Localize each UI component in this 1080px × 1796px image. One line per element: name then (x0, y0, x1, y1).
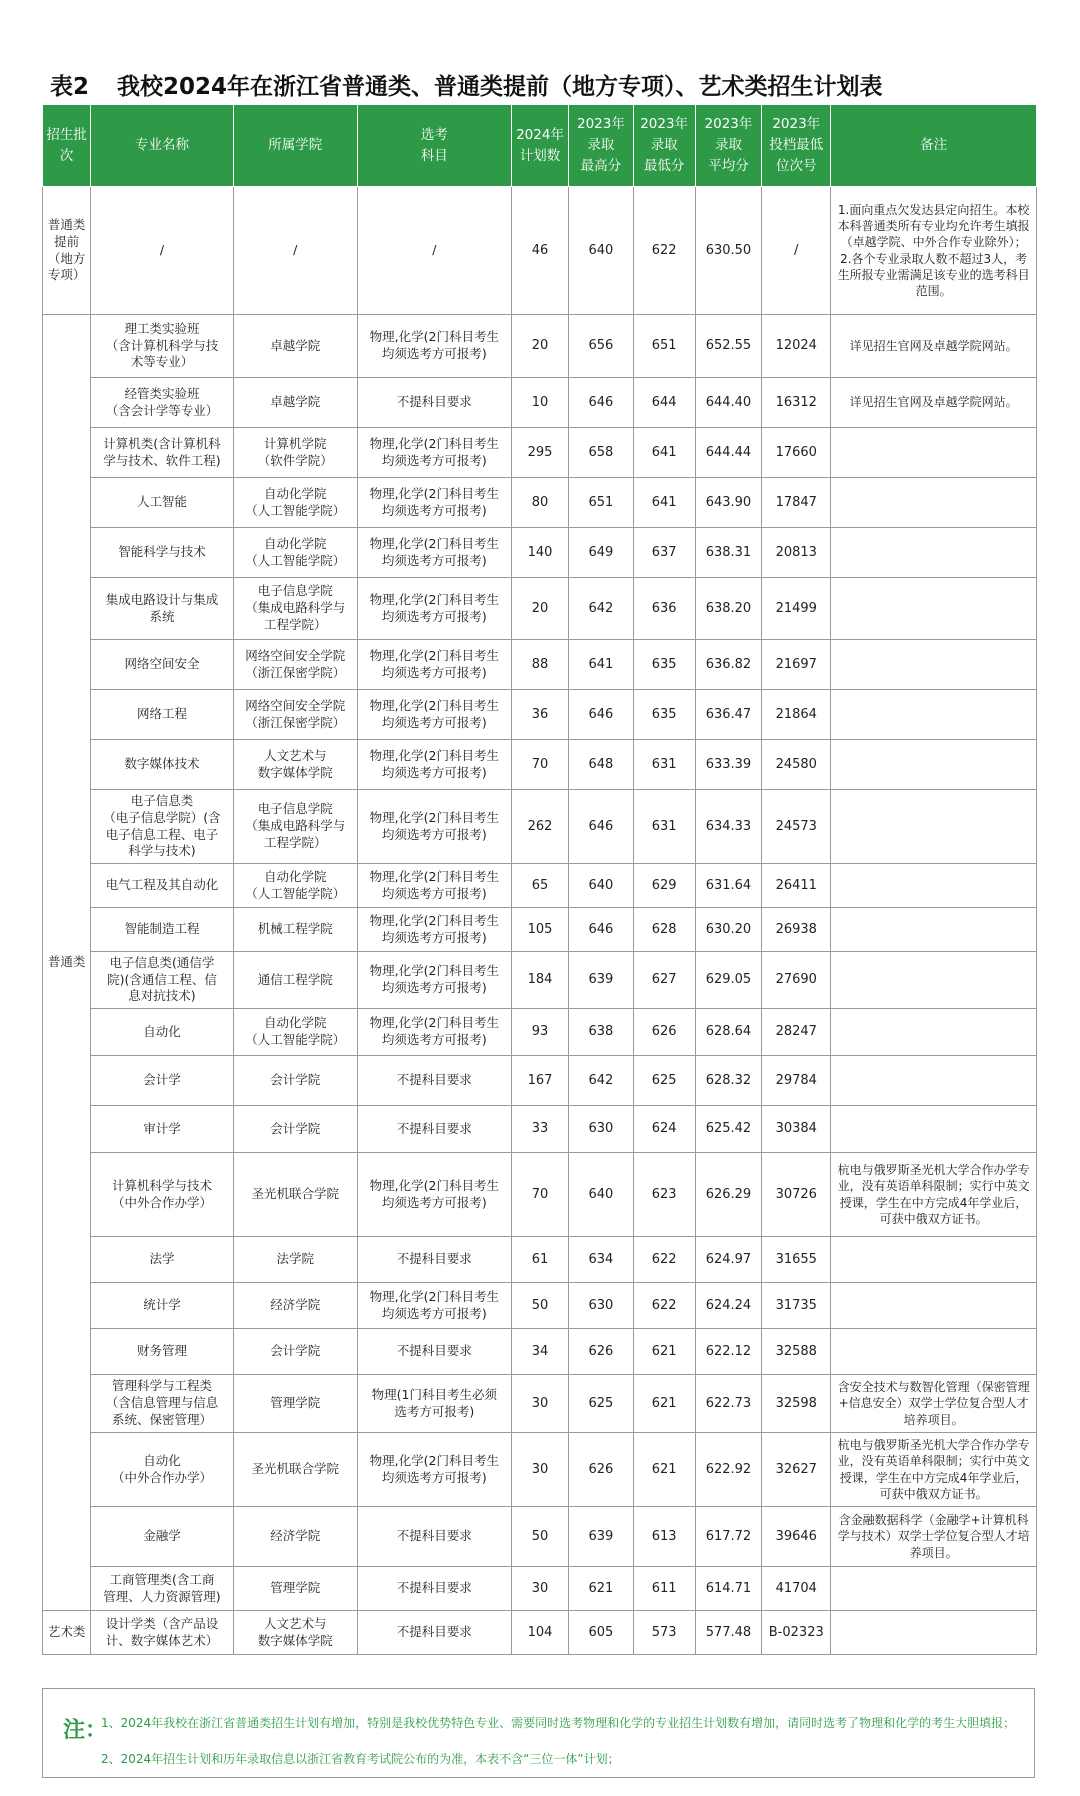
plan-count: 46 (511, 187, 568, 315)
remark (831, 578, 1037, 640)
remark (831, 1329, 1037, 1375)
major-name: / (91, 187, 233, 315)
header-rank-2023: 2023年 投档最低 位次号 (762, 105, 831, 187)
header-max-2023: 2023年 录取 最高分 (569, 105, 633, 187)
header-subjects: 选考 科目 (357, 105, 511, 187)
header-min-2023: 2023年 录取 最低分 (633, 105, 695, 187)
table-row (43, 640, 1037, 690)
subject-requirement: / (357, 187, 511, 315)
table-row (43, 378, 1037, 428)
avg-score: 628.64 (695, 1009, 762, 1056)
min-score: 611 (633, 1567, 695, 1611)
avg-score: 636.47 (695, 690, 762, 740)
plan-count: 65 (511, 864, 568, 908)
major-name: 电子信息类 （电子信息学院）(含 电子信息工程、电子 科学与技术) (91, 790, 233, 864)
avg-score: 626.29 (695, 1153, 762, 1237)
min-score: 641 (633, 428, 695, 478)
min-rank: 31735 (762, 1283, 831, 1329)
subject-requirement: 物理(1门科目考生必须 选考方可报考) (357, 1375, 511, 1433)
enrollment-plan-table (42, 104, 1037, 1655)
subject-requirement: 物理,化学(2门科目考生 均须选考方可报考) (357, 315, 511, 378)
plan-count: 140 (511, 528, 568, 578)
subject-requirement: 物理,化学(2门科目考生 均须选考方可报考) (357, 740, 511, 790)
plan-count: 184 (511, 952, 568, 1009)
table-row (43, 1009, 1037, 1056)
plan-count: 80 (511, 478, 568, 528)
remark: 杭电与俄罗斯圣光机大学合作办学专业，没有英语单科限制；实行中英文授课，学生在中方完成4年学业后，可获中俄双方证书。 (831, 1153, 1037, 1237)
major-name: 网络工程 (91, 690, 233, 740)
major-name: 集成电路设计与集成 系统 (91, 578, 233, 640)
college-name: 自动化学院 （人工智能学院） (233, 864, 357, 908)
avg-score: 622.73 (695, 1375, 762, 1433)
header-avg-2023: 2023年 录取 平均分 (695, 105, 762, 187)
major-name: 网络空间安全 (91, 640, 233, 690)
plan-count: 20 (511, 315, 568, 378)
major-name: 会计学 (91, 1056, 233, 1106)
avg-score: 634.33 (695, 790, 762, 864)
min-score: 624 (633, 1106, 695, 1153)
remark (831, 952, 1037, 1009)
subject-requirement: 物理,化学(2门科目考生 均须选考方可报考) (357, 864, 511, 908)
avg-score: 622.12 (695, 1329, 762, 1375)
avg-score: 622.92 (695, 1433, 762, 1507)
avg-score: 652.55 (695, 315, 762, 378)
avg-score: 638.31 (695, 528, 762, 578)
table-row (43, 1056, 1037, 1106)
min-rank: 32588 (762, 1329, 831, 1375)
subject-requirement: 物理,化学(2门科目考生 均须选考方可报考) (357, 640, 511, 690)
max-score: 646 (569, 378, 633, 428)
min-rank: 39646 (762, 1507, 831, 1567)
major-name: 数字媒体技术 (91, 740, 233, 790)
table-title: 我校2024年在浙江省普通类、普通类提前（地方专项）、艺术类招生计划表 (117, 74, 883, 100)
subject-requirement: 物理,化学(2门科目考生 均须选考方可报考) (357, 578, 511, 640)
college-name: 管理学院 (233, 1567, 357, 1611)
plan-count: 50 (511, 1283, 568, 1329)
subject-requirement: 不提科目要求 (357, 1507, 511, 1567)
remark (831, 864, 1037, 908)
max-score: 639 (569, 1507, 633, 1567)
subject-requirement: 物理,化学(2门科目考生 均须选考方可报考) (357, 1153, 511, 1237)
header-row (43, 105, 1037, 187)
min-score: 622 (633, 187, 695, 315)
subject-requirement: 物理,化学(2门科目考生 均须选考方可报考) (357, 908, 511, 952)
avg-score: 633.39 (695, 740, 762, 790)
max-score: 642 (569, 578, 633, 640)
min-score: 631 (633, 790, 695, 864)
table-row (43, 1507, 1037, 1567)
college-name: / (233, 187, 357, 315)
max-score: 640 (569, 1153, 633, 1237)
max-score: 649 (569, 528, 633, 578)
table-row (43, 187, 1037, 315)
remark (831, 1009, 1037, 1056)
min-score: 627 (633, 952, 695, 1009)
college-name: 圣光机联合学院 (233, 1153, 357, 1237)
min-score: 641 (633, 478, 695, 528)
major-name: 人工智能 (91, 478, 233, 528)
college-name: 卓越学院 (233, 378, 357, 428)
college-name: 电子信息学院 （集成电路科学与 工程学院） (233, 790, 357, 864)
subject-requirement: 不提科目要求 (357, 1056, 511, 1106)
table-number: 表2 (50, 74, 90, 100)
remark (831, 740, 1037, 790)
table-row (43, 578, 1037, 640)
avg-score: 624.24 (695, 1283, 762, 1329)
min-rank: 26938 (762, 908, 831, 952)
major-name: 审计学 (91, 1106, 233, 1153)
min-score: 637 (633, 528, 695, 578)
min-rank: 16312 (762, 378, 831, 428)
subject-requirement: 物理,化学(2门科目考生 均须选考方可报考) (357, 1009, 511, 1056)
avg-score: 624.97 (695, 1237, 762, 1283)
header-plan-2024: 2024年 计划数 (511, 105, 568, 187)
table-row (43, 1433, 1037, 1507)
batch-art: 艺术类 (43, 1611, 91, 1655)
remark (831, 428, 1037, 478)
min-rank: 12024 (762, 315, 831, 378)
min-rank: 24580 (762, 740, 831, 790)
header-major: 专业名称 (91, 105, 233, 187)
min-score: 651 (633, 315, 695, 378)
max-score: 640 (569, 864, 633, 908)
plan-count: 34 (511, 1329, 568, 1375)
min-score: 635 (633, 640, 695, 690)
subject-requirement: 不提科目要求 (357, 1567, 511, 1611)
min-score: 622 (633, 1237, 695, 1283)
avg-score: 614.71 (695, 1567, 762, 1611)
college-name: 自动化学院 （人工智能学院） (233, 528, 357, 578)
plan-count: 104 (511, 1611, 568, 1655)
notes-mark: 注： (63, 1718, 108, 1743)
max-score: 658 (569, 428, 633, 478)
table-row (43, 1567, 1037, 1611)
avg-score: 644.44 (695, 428, 762, 478)
max-score: 625 (569, 1375, 633, 1433)
min-rank: 31655 (762, 1237, 831, 1283)
min-rank: 21499 (762, 578, 831, 640)
remark: 含金融数据科学（金融学+计算机科学与技术）双学士学位复合型人才培养项目。 (831, 1507, 1037, 1567)
max-score: 639 (569, 952, 633, 1009)
plan-count: 50 (511, 1507, 568, 1567)
min-score: 621 (633, 1375, 695, 1433)
plan-count: 262 (511, 790, 568, 864)
table-row (43, 952, 1037, 1009)
note-1: 1、2024年我校在浙江省普通类招生计划有增加，特别是我校优势特色专业、需要同时选考物理和化学的专业招生计划数有增加，请同时选考了物理和化学的考生大胆填报； (101, 1716, 1016, 1730)
min-rank: 21697 (762, 640, 831, 690)
table-row (43, 1237, 1037, 1283)
header-college: 所属学院 (233, 105, 357, 187)
college-name: 人文艺术与 数字媒体学院 (233, 740, 357, 790)
min-rank: 20813 (762, 528, 831, 578)
remark: 详见招生官网及卓越学院网站。 (831, 378, 1037, 428)
max-score: 646 (569, 908, 633, 952)
major-name: 设计学类（含产品设 计、数字媒体艺术） (91, 1611, 233, 1655)
college-name: 圣光机联合学院 (233, 1433, 357, 1507)
min-score: 644 (633, 378, 695, 428)
min-score: 573 (633, 1611, 695, 1655)
subject-requirement: 物理,化学(2门科目考生 均须选考方可报考) (357, 790, 511, 864)
plan-count: 20 (511, 578, 568, 640)
table-row (43, 690, 1037, 740)
remark (831, 640, 1037, 690)
min-score: 625 (633, 1056, 695, 1106)
table-row (43, 864, 1037, 908)
major-name: 电子信息类(通信学 院)(含通信工程、信 息对抗技术) (91, 952, 233, 1009)
table-row (43, 1153, 1037, 1237)
min-score: 628 (633, 908, 695, 952)
plan-count: 30 (511, 1567, 568, 1611)
plan-count: 30 (511, 1433, 568, 1507)
min-score: 635 (633, 690, 695, 740)
major-name: 金融学 (91, 1507, 233, 1567)
header-batch: 招生批 次 (43, 105, 91, 187)
avg-score: 577.48 (695, 1611, 762, 1655)
min-rank: 24573 (762, 790, 831, 864)
plan-count: 295 (511, 428, 568, 478)
college-name: 机械工程学院 (233, 908, 357, 952)
subject-requirement: 物理,化学(2门科目考生 均须选考方可报考) (357, 528, 511, 578)
max-score: 656 (569, 315, 633, 378)
major-name: 法学 (91, 1237, 233, 1283)
avg-score: 629.05 (695, 952, 762, 1009)
college-name: 人文艺术与 数字媒体学院 (233, 1611, 357, 1655)
major-name: 财务管理 (91, 1329, 233, 1375)
max-score: 605 (569, 1611, 633, 1655)
min-rank: / (762, 187, 831, 315)
subject-requirement: 不提科目要求 (357, 1329, 511, 1375)
table-row (43, 428, 1037, 478)
min-score: 622 (633, 1283, 695, 1329)
college-name: 自动化学院 （人工智能学院） (233, 478, 357, 528)
subject-requirement: 物理,化学(2门科目考生 均须选考方可报考) (357, 1433, 511, 1507)
max-score: 638 (569, 1009, 633, 1056)
plan-count: 30 (511, 1375, 568, 1433)
college-name: 卓越学院 (233, 315, 357, 378)
remark: 含安全技术与数智化管理（保密管理+信息安全）双学士学位复合型人才培养项目。 (831, 1375, 1037, 1433)
subject-requirement: 物理,化学(2门科目考生 均须选考方可报考) (357, 690, 511, 740)
major-name: 理工类实验班 （含计算机科学与技 术等专业） (91, 315, 233, 378)
major-name: 计算机科学与技术 （中外合作办学） (91, 1153, 233, 1237)
plan-count: 70 (511, 740, 568, 790)
major-name: 自动化 （中外合作办学） (91, 1433, 233, 1507)
table-row (43, 528, 1037, 578)
max-score: 642 (569, 1056, 633, 1106)
remark (831, 528, 1037, 578)
plan-count: 10 (511, 378, 568, 428)
max-score: 626 (569, 1329, 633, 1375)
avg-score: 625.42 (695, 1106, 762, 1153)
remark (831, 1611, 1037, 1655)
max-score: 630 (569, 1283, 633, 1329)
avg-score: 644.40 (695, 378, 762, 428)
batch-early: 普通类 提前 （地方 专项） (43, 187, 91, 315)
major-name: 经管类实验班 （含会计学等专业） (91, 378, 233, 428)
min-score: 621 (633, 1433, 695, 1507)
college-name: 会计学院 (233, 1056, 357, 1106)
major-name: 计算机类(含计算机科 学与技术、软件工程) (91, 428, 233, 478)
max-score: 641 (569, 640, 633, 690)
max-score: 634 (569, 1237, 633, 1283)
min-score: 631 (633, 740, 695, 790)
table-row (43, 1375, 1037, 1433)
min-rank: 17847 (762, 478, 831, 528)
max-score: 651 (569, 478, 633, 528)
remark (831, 908, 1037, 952)
min-rank: 26411 (762, 864, 831, 908)
plan-count: 93 (511, 1009, 568, 1056)
table-row (43, 908, 1037, 952)
min-score: 621 (633, 1329, 695, 1375)
avg-score: 628.32 (695, 1056, 762, 1106)
max-score: 648 (569, 740, 633, 790)
min-rank: 32598 (762, 1375, 831, 1433)
remark: 详见招生官网及卓越学院网站。 (831, 315, 1037, 378)
remark: 杭电与俄罗斯圣光机大学合作办学专业，没有英语单科限制；实行中英文授课，学生在中方完成4年学业后，可获中俄双方证书。 (831, 1433, 1037, 1507)
max-score: 646 (569, 690, 633, 740)
college-name: 自动化学院 （人工智能学院） (233, 1009, 357, 1056)
note-2: 2、2024年招生计划和历年录取信息以浙江省教育考试院公布的为准，本表不含“三位一体”计划； (101, 1752, 620, 1766)
remark (831, 1106, 1037, 1153)
avg-score: 636.82 (695, 640, 762, 690)
avg-score: 631.64 (695, 864, 762, 908)
subject-requirement: 物理,化学(2门科目考生 均须选考方可报考) (357, 952, 511, 1009)
remark (831, 790, 1037, 864)
max-score: 621 (569, 1567, 633, 1611)
subject-requirement: 不提科目要求 (357, 1106, 511, 1153)
plan-count: 61 (511, 1237, 568, 1283)
min-rank: 21864 (762, 690, 831, 740)
major-name: 统计学 (91, 1283, 233, 1329)
plan-count: 33 (511, 1106, 568, 1153)
subject-requirement: 物理,化学(2门科目考生 均须选考方可报考) (357, 428, 511, 478)
remark (831, 1567, 1037, 1611)
remark (831, 1283, 1037, 1329)
subject-requirement: 物理,化学(2门科目考生 均须选考方可报考) (357, 1283, 511, 1329)
max-score: 630 (569, 1106, 633, 1153)
major-name: 智能科学与技术 (91, 528, 233, 578)
table-row (43, 315, 1037, 378)
college-name: 网络空间安全学院 （浙江保密学院） (233, 640, 357, 690)
table-row (43, 1106, 1037, 1153)
max-score: 640 (569, 187, 633, 315)
college-name: 经济学院 (233, 1283, 357, 1329)
min-rank: 29784 (762, 1056, 831, 1106)
college-name: 管理学院 (233, 1375, 357, 1433)
plan-count: 105 (511, 908, 568, 952)
subject-requirement: 不提科目要求 (357, 1611, 511, 1655)
major-name: 自动化 (91, 1009, 233, 1056)
batch-general: 普通类 (43, 315, 91, 1611)
subject-requirement: 物理,化学(2门科目考生 均须选考方可报考) (357, 478, 511, 528)
avg-score: 630.50 (695, 187, 762, 315)
plan-count: 88 (511, 640, 568, 690)
table-row (43, 1329, 1037, 1375)
avg-score: 630.20 (695, 908, 762, 952)
college-name: 计算机学院 （软件学院） (233, 428, 357, 478)
table-row (43, 740, 1037, 790)
table-row (43, 1611, 1037, 1655)
avg-score: 617.72 (695, 1507, 762, 1567)
plan-count: 70 (511, 1153, 568, 1237)
remark (831, 690, 1037, 740)
college-name: 网络空间安全学院 （浙江保密学院） (233, 690, 357, 740)
remark (831, 478, 1037, 528)
table-row (43, 1283, 1037, 1329)
min-score: 629 (633, 864, 695, 908)
min-score: 623 (633, 1153, 695, 1237)
min-rank: 30384 (762, 1106, 831, 1153)
min-rank: 41704 (762, 1567, 831, 1611)
max-score: 626 (569, 1433, 633, 1507)
page-title (50, 68, 1050, 101)
remark (831, 1056, 1037, 1106)
college-name: 电子信息学院 （集成电路科学与 工程学院） (233, 578, 357, 640)
college-name: 法学院 (233, 1237, 357, 1283)
notes-box (42, 1688, 1035, 1778)
remark: 1.面向重点欠发达县定向招生。本校本科普通类所有专业均允许考生填报（卓越学院、中外合作专业除外）； 2.各个专业录取人数不超过3人，考生所报专业需满足该专业的选考科目范围。 (831, 187, 1037, 315)
min-score: 613 (633, 1507, 695, 1567)
min-rank: 30726 (762, 1153, 831, 1237)
max-score: 646 (569, 790, 633, 864)
college-name: 会计学院 (233, 1329, 357, 1375)
min-rank: 17660 (762, 428, 831, 478)
avg-score: 638.20 (695, 578, 762, 640)
min-rank: 32627 (762, 1433, 831, 1507)
min-rank: B-02323 (762, 1611, 831, 1655)
table-row (43, 478, 1037, 528)
min-score: 636 (633, 578, 695, 640)
college-name: 会计学院 (233, 1106, 357, 1153)
subject-requirement: 不提科目要求 (357, 1237, 511, 1283)
major-name: 电气工程及其自动化 (91, 864, 233, 908)
major-name: 智能制造工程 (91, 908, 233, 952)
college-name: 经济学院 (233, 1507, 357, 1567)
min-score: 626 (633, 1009, 695, 1056)
min-rank: 28247 (762, 1009, 831, 1056)
avg-score: 643.90 (695, 478, 762, 528)
table-row (43, 790, 1037, 864)
major-name: 工商管理类(含工商 管理、人力资源管理) (91, 1567, 233, 1611)
subject-requirement: 不提科目要求 (357, 378, 511, 428)
major-name: 管理科学与工程类 （含信息管理与信息 系统、保密管理） (91, 1375, 233, 1433)
plan-count: 36 (511, 690, 568, 740)
header-remark: 备注 (831, 105, 1037, 187)
remark (831, 1237, 1037, 1283)
min-rank: 27690 (762, 952, 831, 1009)
plan-count: 167 (511, 1056, 568, 1106)
college-name: 通信工程学院 (233, 952, 357, 1009)
